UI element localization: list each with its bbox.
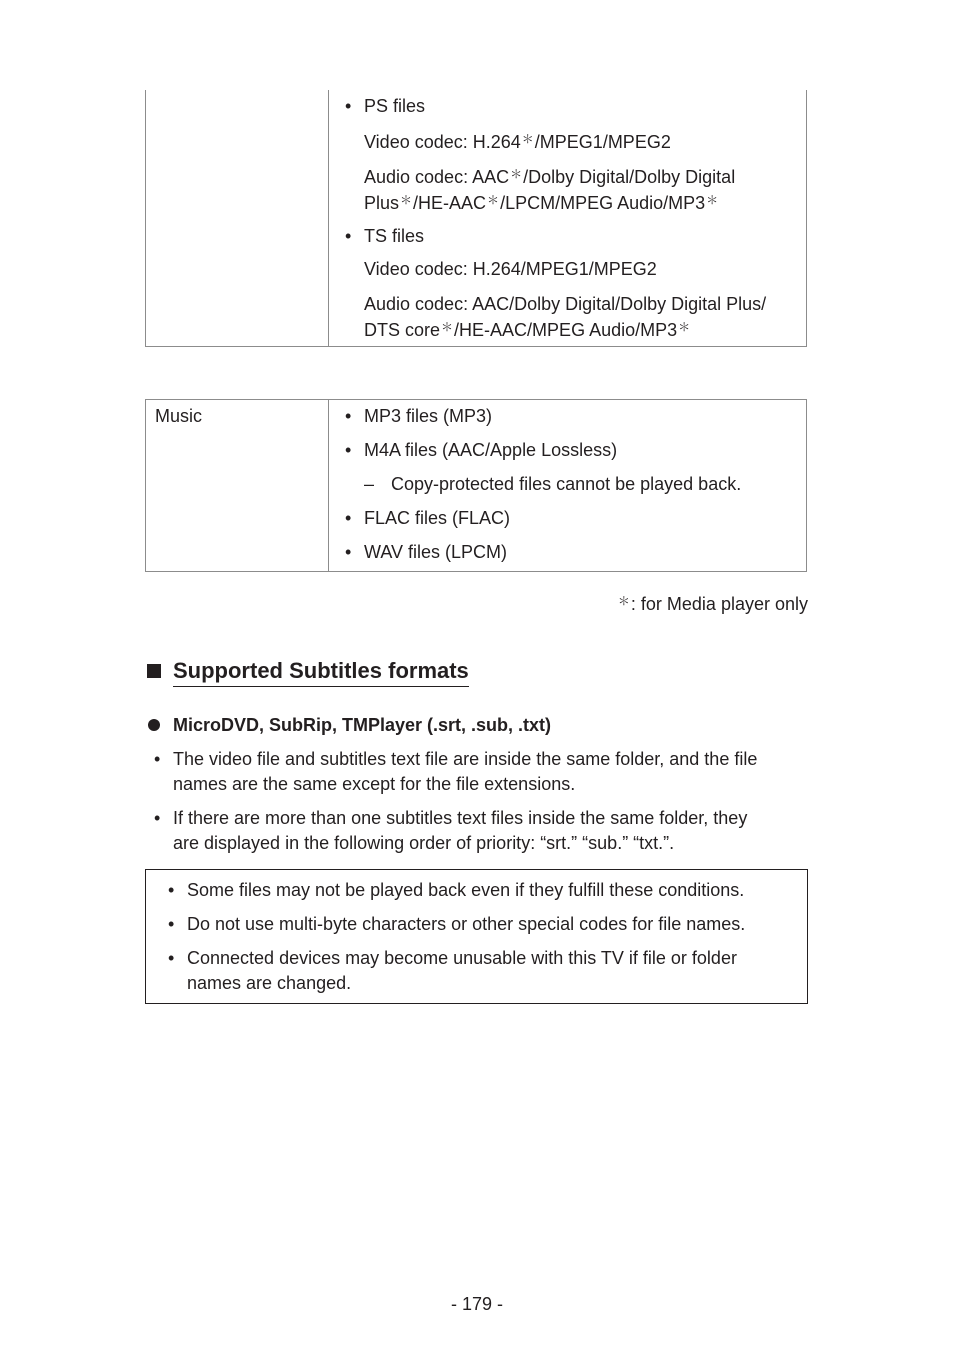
- note-item: names are changed.: [187, 973, 352, 993]
- ts-audio-codec-line2: DTS core＊/HE-AAC/MPEG Audio/MP3＊: [364, 320, 691, 340]
- asterisk-icon: ＊: [441, 320, 454, 334]
- ps-audio-codec-line2: Plus＊/HE-AAC＊/LPCM/MPEG Audio/MP3＊: [364, 193, 719, 213]
- asterisk-icon: ＊: [487, 193, 500, 207]
- bullet: •: [345, 96, 352, 116]
- ts-files-label: TS files: [364, 226, 425, 246]
- asterisk-icon: ＊: [678, 320, 691, 334]
- asterisk-icon: ＊: [706, 193, 719, 207]
- ps-files-label: PS files: [364, 96, 426, 116]
- asterisk-icon: ＊: [510, 167, 523, 181]
- asterisk-icon: ＊: [521, 132, 534, 146]
- list-item: MP3 files (MP3): [364, 406, 493, 426]
- paragraph-line: The video file and subtitles text file are inside the same folder, and the file: [173, 749, 758, 769]
- note-item: Do not use multi-byte characters or other special codes for file names.: [187, 914, 746, 934]
- note-item: Connected devices may become unusable with this TV if file or folder: [187, 948, 737, 968]
- subtitle-formats-heading: MicroDVD, SubRip, TMPlayer (.srt, .sub, .txt): [173, 715, 552, 735]
- bullet: •: [345, 226, 352, 246]
- music-category-label: Music: [155, 406, 203, 426]
- bullet: •: [345, 406, 352, 426]
- asterisk-icon: ＊: [617, 594, 630, 608]
- bullet: •: [168, 914, 175, 934]
- bullet: •: [345, 508, 352, 528]
- paragraph-line: If there are more than one subtitles text files inside the same folder, they: [173, 808, 748, 828]
- bullet: •: [168, 948, 175, 968]
- section-title: Supported Subtitles formats: [173, 657, 469, 687]
- ts-audio-codec-line1: Audio codec: AAC/Dolby Digital/Dolby Digital Plus/: [364, 294, 767, 314]
- page-number: - 179 -: [450, 1294, 504, 1314]
- bullet: •: [154, 808, 161, 828]
- paragraph-line: are displayed in the following order of priority: “srt.” “sub.” “txt.”.: [173, 833, 675, 853]
- bullet: •: [168, 880, 175, 900]
- bullet: •: [345, 440, 352, 460]
- list-item: FLAC files (FLAC): [364, 508, 511, 528]
- ps-video-codec: Video codec: H.264＊/MPEG1/MPEG2: [364, 132, 671, 152]
- bullet: •: [345, 542, 352, 562]
- ts-video-codec: Video codec: H.264/MPEG1/MPEG2: [364, 259, 657, 279]
- list-item: M4A files (AAC/Apple Lossless): [364, 440, 618, 460]
- footnote: ＊: for Media player only: [617, 594, 808, 614]
- paragraph-line: names are the same except for the file extensions.: [173, 774, 576, 794]
- list-item: WAV files (LPCM): [364, 542, 508, 562]
- list-item: Copy-protected files cannot be played back.: [391, 474, 742, 494]
- table-category-cell: [146, 90, 329, 346]
- asterisk-icon: ＊: [400, 193, 413, 207]
- circle-bullet-icon: [148, 719, 160, 731]
- note-item: Some files may not be played back even if they fulfill these conditions.: [187, 880, 745, 900]
- square-bullet-icon: [147, 664, 161, 678]
- bullet: •: [154, 749, 161, 769]
- dash: –: [364, 474, 375, 494]
- ps-audio-codec-line1: Audio codec: AAC＊/Dolby Digital/Dolby Digital: [364, 167, 736, 187]
